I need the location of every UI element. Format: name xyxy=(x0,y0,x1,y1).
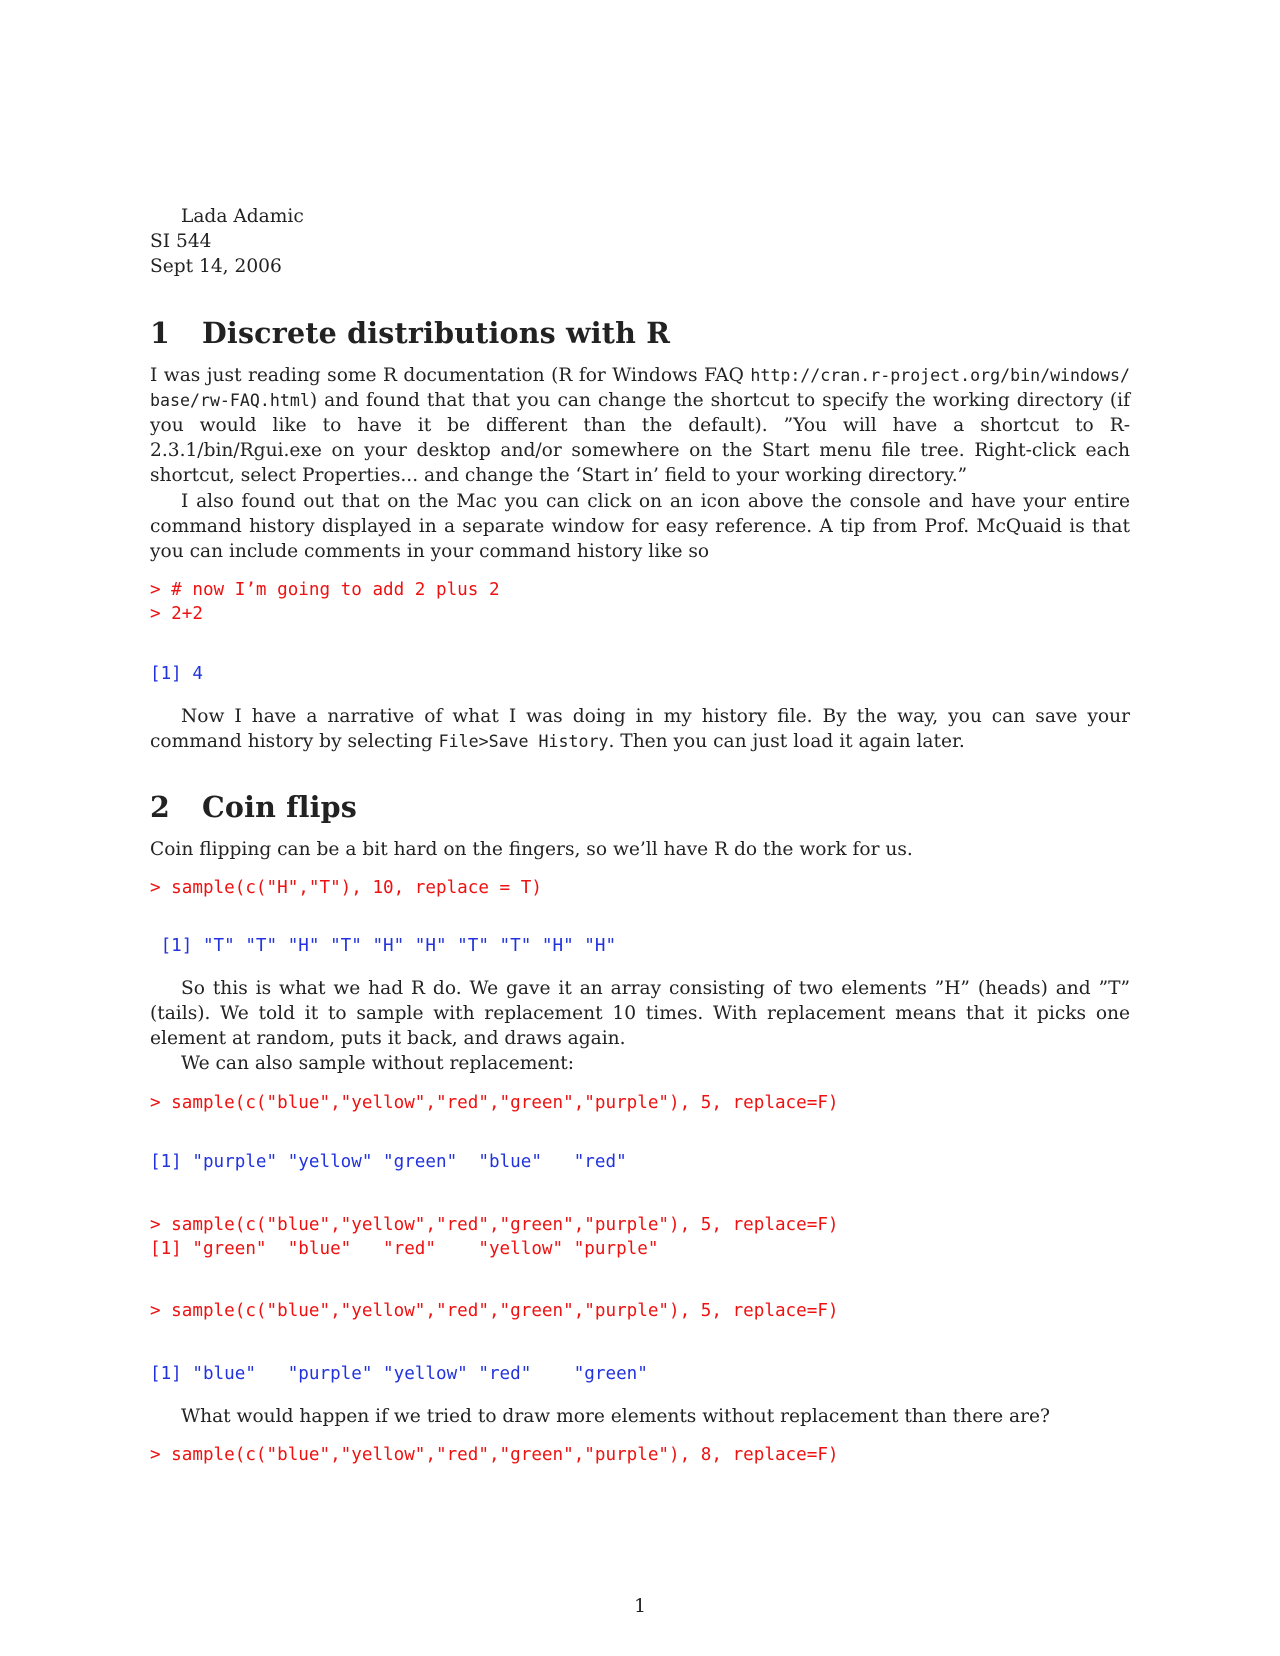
code-line: > # now I’m going to add 2 plus 2 xyxy=(150,580,500,601)
section-1-paragraph-1 xyxy=(150,363,1130,489)
author-name: Lada Adamic xyxy=(181,206,304,227)
paragraph-text: I was just reading some R documentation (R for Windows FAQ xyxy=(150,364,751,386)
code-line: > sample(c("blue","yellow","red","green","purple"), 5, replace=F) xyxy=(150,1300,839,1321)
code-line: > sample(c("blue","yellow","red","green","purple"), 8, replace=F) xyxy=(150,1444,839,1465)
code-output: [1] 4 xyxy=(150,664,203,685)
course-code: SI 544 xyxy=(150,231,212,253)
section-1-paragraph-3 xyxy=(150,704,1130,754)
section-1-title: Discrete distributions with R xyxy=(202,315,671,350)
code-output: [1] "purple" "yellow" "green" "blue" "red" xyxy=(150,1151,627,1172)
section-2-paragraph-4: What would happen if we tried to draw more elements without replacement than there are? xyxy=(181,1405,1050,1427)
section-1-number: 1 xyxy=(150,315,171,350)
document-date: Sept 14, 2006 xyxy=(150,256,282,278)
code-line: > sample(c("blue","yellow","red","green","purple"), 5, replace=F) xyxy=(150,1214,839,1235)
code-output: [1] "T" "T" "H" "T" "H" "H" "T" "T" "H" "H" xyxy=(150,935,617,956)
paragraph-text: Now I have a narrative of what I was doing in my history file. By the way, you can save your command history by selecting xyxy=(150,706,1130,753)
code-block-comment-example xyxy=(150,578,1130,626)
code-output: [1] "blue" "purple" "yellow" "red" "green" xyxy=(150,1363,648,1384)
save-history-command: File>Save History xyxy=(438,732,609,752)
paragraph-text: ) and found that that you can change the shortcut to specify the working directory (if you would like to have it be different than the default). ”You will have a shortcut to R-2.3.1/bin/Rgui.exe on your desktop and/or somewhere on the Start menu file tree. Right-click each shortcut, select Properties... and change the ‘Start in’ field to your working directory.” xyxy=(150,389,1130,487)
section-2-paragraph-3: We can also sample without replacement: xyxy=(181,1053,575,1075)
section-2-title: Coin flips xyxy=(202,789,358,824)
paragraph-text: . Then you can just load it again later. xyxy=(608,731,965,753)
section-2-paragraph-1: Coin flipping can be a bit hard on the fingers, so we’ll have R do the work for us. xyxy=(150,838,913,860)
code-output: [1] "green" "blue" "red" "yellow" "purple" xyxy=(150,1238,659,1259)
section-2-heading xyxy=(150,789,1130,825)
code-block-sample-2 xyxy=(150,1213,1130,1261)
faq-url-link[interactable]: http://cran.r-project.org/bin/windows/ base/rw-FAQ.html xyxy=(150,365,1130,410)
section-2-paragraph-2: So this is what we had R do. We gave it an array consisting of two elements ”H” (heads) and ”T” (tails). We told it to sample with replacement 10 times. With replacement means that it picks one element at random, puts it back, and draws again. xyxy=(150,977,1130,1050)
code-line: > sample(c("H","T"), 10, replace = T) xyxy=(150,877,542,898)
document-header xyxy=(150,204,1130,280)
document-page xyxy=(150,204,1130,1467)
code-line: > sample(c("blue","yellow","red","green","purple"), 5, replace=F) xyxy=(150,1092,839,1113)
section-1-heading xyxy=(150,315,1130,351)
section-2-number: 2 xyxy=(150,789,171,824)
code-line: > 2+2 xyxy=(150,604,203,625)
section-1-paragraph-2: I also found out that on the Mac you can click on an icon above the console and have your entire command history displayed in a separate window for easy reference. A tip from Prof. McQuaid is that you can include comments in your command history like so xyxy=(150,490,1130,563)
page-number: 1 xyxy=(634,1596,646,1617)
